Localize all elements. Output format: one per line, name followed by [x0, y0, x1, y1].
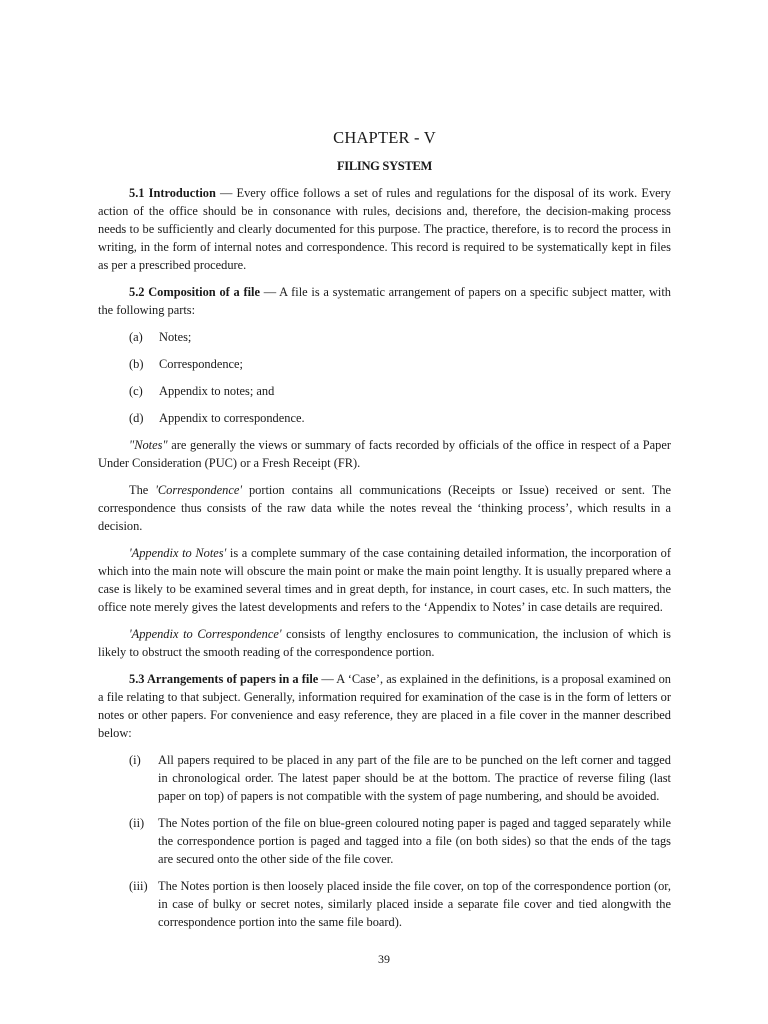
list-text: Notes; — [159, 330, 192, 344]
list-marker: (c) — [129, 384, 143, 398]
notes-paragraph — [98, 436, 671, 472]
list-text: Correspondence; — [159, 357, 243, 371]
list-marker: (a) — [129, 330, 143, 344]
list-marker: (iii) — [129, 879, 148, 893]
list-text: The Notes portion is then loosely placed inside the file cover, on top of the correspondence portion (or, in case of bulky or secret notes, similarly placed inside a separate file cover and tied alongwith the correspondence portion into the same file board). — [158, 879, 671, 929]
composition-heading: 5.2 Composition of a file — [129, 285, 260, 299]
list-item — [98, 355, 671, 373]
document-page — [98, 128, 671, 940]
notes-body: are generally the views or summary of facts recorded by officials of the office in respect of a Paper Under Consideration (PUC) or a Fresh Receipt (FR). — [98, 438, 671, 470]
appendix-correspondence-body: consists of lengthy enclosures to communication, the inclusion of which is likely to obstruct the smooth reading of the correspondence portion. — [98, 627, 671, 659]
composition-body: — A file is a systematic arrangement of papers on a specific subject matter, with the following parts: — [98, 285, 671, 317]
list-text: Appendix to notes; and — [159, 384, 275, 398]
intro-body: — Every office follows a set of rules and regulations for the disposal of its work. Every action of the office should be in consonance with rules, decisions and, therefore, the decision-making process needs to be sufficiently and clearly documented for this purpose. The practice, therefore, is to record the process in writing, in the form of internal notes and correspondence. This record is required to be systematically kept in files as per a prescribed procedure. — [98, 186, 671, 272]
list-text: The Notes portion of the file on blue-green coloured noting paper is paged and tagged separately while the correspondence portion is paged and tagged into a file (on both sides) so that the ends of the tags are secured onto the other side of the file cover. — [158, 816, 671, 866]
list-item — [98, 877, 671, 931]
chapter-subtitle: FILING SYSTEM — [336, 159, 433, 173]
chapter-title: CHAPTER - V — [333, 128, 436, 147]
appendix-correspondence-term: 'Appendix to Correspondence' — [129, 627, 282, 641]
list-text: Appendix to correspondence. — [159, 411, 305, 425]
appendix-notes-body: is a complete summary of the case containing detailed information, the incorporation of which into the main note will obscure the main point or make the main point lengthy. It is usually prepared where a case is likely to be examined several times and in great depth, for instance, in court cases, etc. In such matters, the office note merely gives the latest developments and refers to the ‘Appendix to Notes’ in case details are required. — [98, 546, 671, 614]
composition-paragraph — [98, 283, 671, 319]
list-text: All papers required to be placed in any part of the file are to be punched on the left corner and tagged in chronological order. The latest paper should be at the bottom. The practice of reverse filing (last paper on top) of papers is not compatible with the system of page numbering, and should be avoided. — [158, 753, 671, 803]
correspondence-prefix: The — [129, 483, 156, 497]
list-marker: (ii) — [129, 816, 145, 830]
appendix-notes-paragraph — [98, 544, 671, 616]
page-number: 39 — [378, 952, 390, 966]
intro-heading: 5.1 Introduction — [129, 186, 216, 200]
correspondence-term: 'Correspondence' — [155, 483, 242, 497]
list-item — [98, 751, 671, 805]
list-item — [98, 328, 671, 346]
list-item — [98, 409, 671, 427]
arrangement-heading: 5.3 Arrangements of papers in a file — [129, 672, 319, 686]
arrangement-body: — A ‘Case’, as explained in the definitions, is a proposal examined on a file relating to that subject. Generally, information required for examination of the case is in the form of letters or notes or other papers. For convenience and easy reference, they are placed in a file cover in the manner described below: — [98, 672, 671, 740]
list-item — [98, 382, 671, 400]
appendix-notes-term: 'Appendix to Notes' — [129, 546, 227, 560]
notes-term: "Notes" — [129, 438, 168, 452]
correspondence-paragraph — [98, 481, 671, 535]
list-marker: (b) — [129, 357, 144, 371]
list-item — [98, 814, 671, 868]
appendix-correspondence-paragraph — [98, 625, 671, 661]
correspondence-body: portion contains all communications (Receipts or Issue) received or sent. The correspondence thus consists of the raw data while the notes reveal the ‘thinking process’, which results in a decision. — [98, 483, 671, 533]
arrangement-paragraph — [98, 670, 671, 742]
list-marker: (d) — [129, 411, 144, 425]
list-marker: (i) — [129, 753, 141, 767]
intro-paragraph — [98, 184, 671, 274]
